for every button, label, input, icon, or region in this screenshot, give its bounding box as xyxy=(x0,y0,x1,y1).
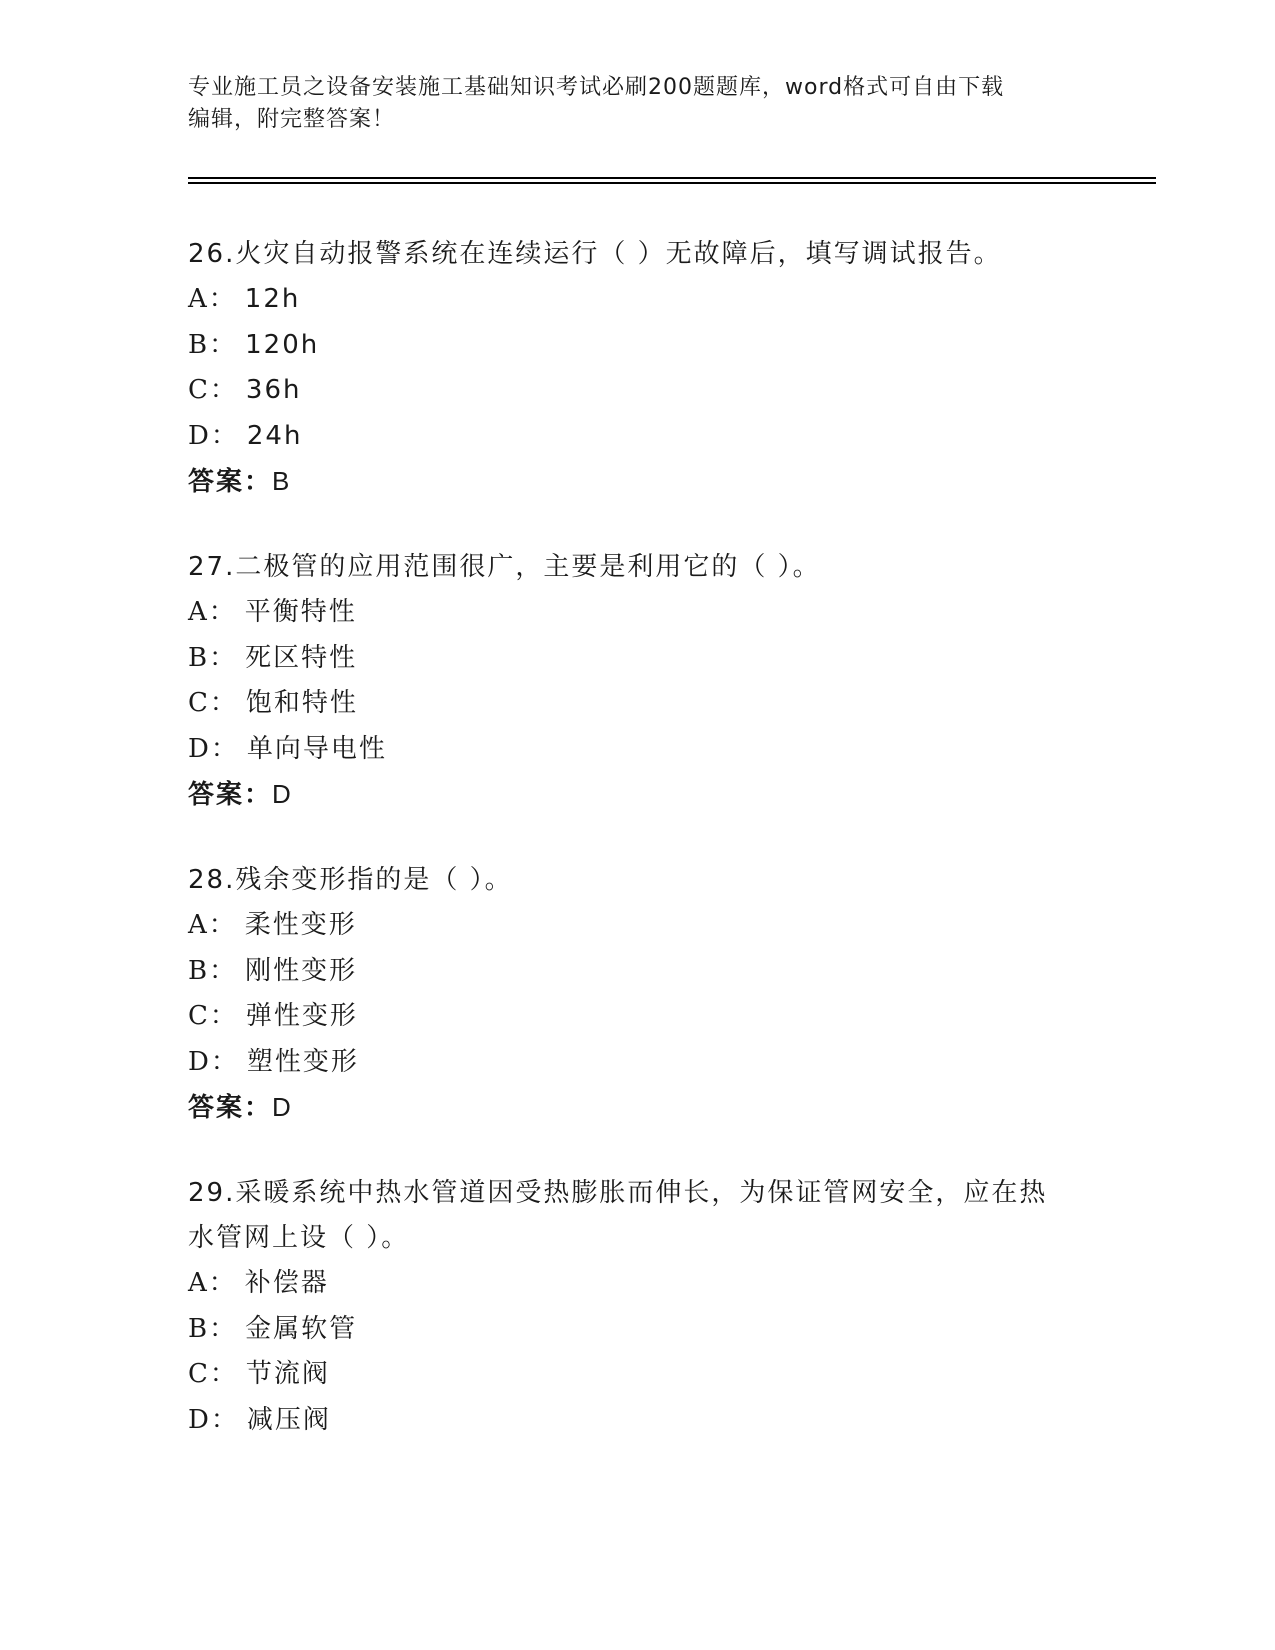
option-value: 死区特性 xyxy=(245,642,358,673)
option-letter: B： xyxy=(188,1313,238,1344)
option-letter: C： xyxy=(188,688,238,718)
option-value: 节流阀 xyxy=(245,1359,330,1389)
question-28 xyxy=(188,858,1088,1130)
option-a xyxy=(188,590,1088,636)
answer-value: D xyxy=(272,779,293,809)
answer-label: 答案： xyxy=(188,467,273,497)
question-29 xyxy=(188,1171,1088,1443)
question-text-continued: 水管网上设（ ）。 xyxy=(188,1223,410,1253)
option-value: 柔性变形 xyxy=(244,910,357,940)
option-value: 平衡特性 xyxy=(244,597,357,627)
option-d xyxy=(188,1040,1088,1086)
option-d xyxy=(188,727,1088,773)
option-a xyxy=(188,277,1088,323)
option-letter: C： xyxy=(188,1001,238,1031)
question-text: 28.残余变形指的是（ ）。 xyxy=(188,865,513,895)
option-value: 减压阀 xyxy=(246,1404,331,1435)
option-value: 弹性变形 xyxy=(245,1001,358,1031)
option-c xyxy=(188,368,1088,414)
option-letter: C： xyxy=(188,375,238,405)
option-c xyxy=(188,1352,1088,1398)
header-divider-bottom xyxy=(188,182,1156,184)
header-line-1: 专业施工员之设备安装施工基础知识考试必刷200题题库，word格式可自由下载 xyxy=(188,75,1005,100)
option-letter: D： xyxy=(188,733,239,764)
answer-value: B xyxy=(272,466,292,496)
option-letter: B： xyxy=(188,642,238,673)
document-header xyxy=(188,72,1088,136)
option-value: 饱和特性 xyxy=(245,688,358,718)
option-b xyxy=(188,1307,1088,1353)
option-value: 金属软管 xyxy=(245,1313,358,1344)
answer-label: 答案： xyxy=(188,1093,273,1123)
question-text: 26.火灾自动报警系统在连续运行（ ）无故障后，填写调试报告。 xyxy=(188,239,1002,269)
option-value: 塑性变形 xyxy=(246,1046,359,1077)
option-value: 补偿器 xyxy=(244,1268,329,1298)
option-value: 24h xyxy=(246,420,303,451)
option-c xyxy=(188,994,1088,1040)
option-b xyxy=(188,323,1088,369)
option-letter: B： xyxy=(188,329,238,360)
question-26 xyxy=(188,232,1088,504)
option-letter: A： xyxy=(188,597,237,627)
header-divider-top xyxy=(188,177,1156,179)
answer-line xyxy=(188,1085,1088,1130)
question-text: 27.二极管的应用范围很广，主要是利用它的（ ）。 xyxy=(188,552,821,582)
answer-value: D xyxy=(272,1092,293,1122)
answer-line xyxy=(188,459,1088,504)
question-text: 29.采暖系统中热水管道因受热膨胀而伸长，为保证管网安全，应在热 xyxy=(188,1178,1048,1208)
option-letter: D： xyxy=(188,1404,239,1435)
option-a xyxy=(188,903,1088,949)
option-value: 12h xyxy=(244,284,301,314)
option-b xyxy=(188,949,1088,995)
option-letter: A： xyxy=(188,284,237,314)
option-letter: C： xyxy=(188,1359,238,1389)
option-letter: A： xyxy=(188,1268,237,1298)
option-letter: A： xyxy=(188,910,237,940)
option-a xyxy=(188,1261,1088,1307)
answer-line xyxy=(188,772,1088,817)
option-letter: D： xyxy=(188,420,239,451)
option-c xyxy=(188,681,1088,727)
option-d xyxy=(188,414,1088,460)
header-line-2: 编辑，附完整答案！ xyxy=(188,107,396,132)
question-27 xyxy=(188,545,1088,817)
option-d xyxy=(188,1398,1088,1444)
answer-label: 答案： xyxy=(188,780,273,810)
option-b xyxy=(188,636,1088,682)
option-value: 120h xyxy=(245,329,320,360)
option-letter: D： xyxy=(188,1046,239,1077)
option-value: 单向导电性 xyxy=(246,733,387,764)
option-value: 36h xyxy=(245,375,302,405)
option-value: 刚性变形 xyxy=(245,955,358,986)
option-letter: B： xyxy=(188,955,238,986)
